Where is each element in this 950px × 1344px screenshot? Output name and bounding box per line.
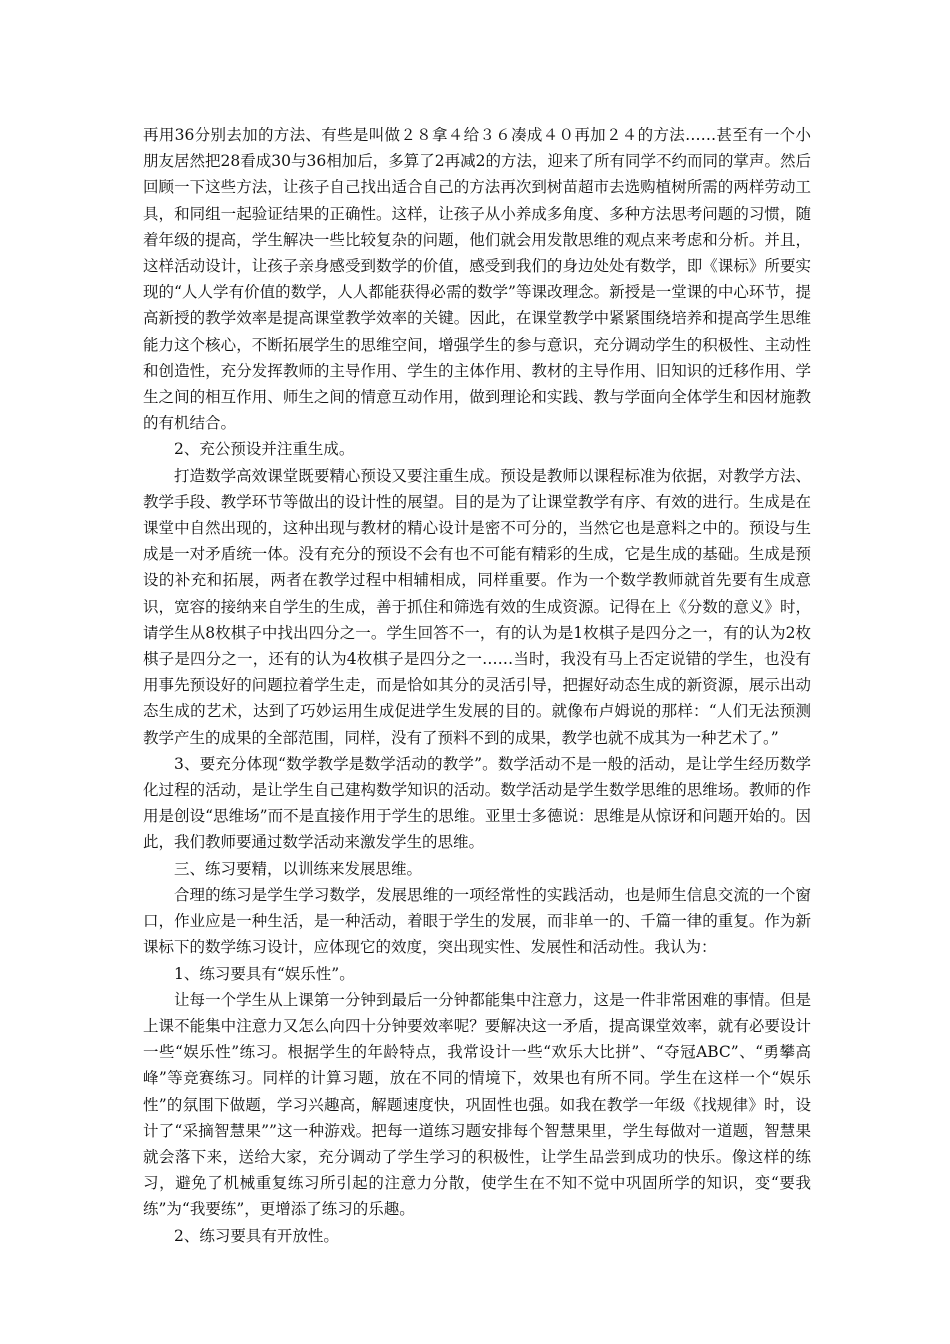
paragraph-preset-generation: 打造数学高效课堂既要精心预设又要注重生成。预设是教师以课程标准为依据，对教学方法、教学手段、教学环节等做出的设计性的展望。目的是为了让课堂教学有序、有效的进行。生成是在课堂中自然出现的，这种出现与教材的精心设计是密不可分的，当然它也是意料之中的。预设与生成是一对矛盾统一体。没有充分的预设不会有也不可能有精彩的生成，它是生成的基础。生成是预设的补充和拓展，两者在教学过程中相辅相成，同样重要。作为一个数学教师就首先要有生成意识，宽容的接纳来自学生的生成，善于抓住和筛选有效的生成资源。记得在上《分数的意义》时，请学生从8枚棋子中找出四分之一。学生回答不一，有的认为是1枚棋子是四分之一，有的认为2枚棋子是四分之一，还有的认为4枚棋子是四分之一……当时，我没有马上否定说错的学生，也没有用事先预设好的问题拉着学生走，而是恰如其分的灵活引导，把握好动态生成的新资源，展示出动态生成的艺术，达到了巧妙运用生成促进学生发展的目的。就像布卢姆说的那样：“人们无法预测教学产生的成果的全部范围，同样，没有了预料不到的成果，教学也就不成其为一种艺术了。” — [143, 466, 811, 747]
paragraph-practice-intro: 合理的练习是学生学习数学，发展思维的一项经常性的实践活动，也是师生信息交流的一个窗口，作业应是一种生活，是一种活动，着眼于学生的发展，而非单一的、千篇一律的重复。作为新课标下的数学练习设计，应体现它的效度，突出现实性、发展性和活动性。我认为： — [143, 885, 811, 957]
paragraph-entertainment: 让每一个学生从上课第一分钟到最后一分钟都能集中注意力，这是一件非常困难的事情。但是上课不能集中注意力又怎么向四十分钟要效率呢？要解决这一矛盾，提高课堂效率，就有必要设计一些“娱乐性”练习。根据学生的年龄特点，我常设计一些“欢乐大比拼”、“夺冠ABC”、“勇攀高峰”等竞赛练习。同样的计算习题，放在不同的情境下，效果也有所不同。学生在这样一个“娱乐性”的氛围下做题，学习兴趣高，解题速度快，巩固性也强。如我在教学一年级《找规律》时，设计了“采摘智慧果””这一种游戏。把每一道练习题安排每个智慧果里，学生每做对一道题，智慧果就会落下来，送给大家，充分调动了学生学习的积极性，让学生品尝到成功的快乐。像这样的练习，避免了机械重复练习所引起的注意力分散，使学生在不知不觉中巩固所学的知识，变“要我练”为“我要练”，更增添了练习的乐趣。 — [143, 990, 811, 1219]
paragraph-continuation: 再用36分别去加的方法、有些是叫做２８拿４给３６凑成４０再加２４的方法……甚至有一个小朋友居然把28看成30与36相加后，多算了2再减2的方法，迎来了所有同学不约而同的掌声。然后回顾一下这些方法，让孩子自己找出适合自己的方法再次到树苗超市去选购植树所需的两样劳动工具，和同组一起验证结果的正确性。这样，让孩子从小养成多角度、多种方法思考问题的习惯，随着年级的提高，学生解决一些比较复杂的问题，他们就会用发散思维的观点来考虑和分析。并且，这样活动设计，让孩子亲身感受到数学的价值，感受到我们的身边处处有数学，即《课标》所要实现的“人人学有价值的数学，人人都能获得必需的数学”等课改理念。新授是一堂课的中心环节，提高新授的教学效率是提高课堂教学效率的关键。因此，在课堂教学中紧紧围绕培养和提高学生思维能力这个核心，不断拓展学生的思维空间，增强学生的参与意识，充分调动学生的积极性、主动性和创造性，充分发挥教师的主导作用、学生的主体作用、教材的主导作用、旧知识的迁移作用、学生之间的相互作用、师生之间的情意互动作用，做到理论和实践、教与学面向全体学生和因材施教的有机结合。 — [143, 126, 811, 433]
paragraph-math-activity: 3、要充分体现“数学教学是数学活动的教学”。数学活动不是一般的活动，是让学生经历数学化过程的活动，是让学生自己建构数学知识的活动。数学活动是学生数学思维的思维场。教师的作用是创设“思维场”而不是直接作用于学生的思维。亚里士多德说：思维是从惊讶和问题开始的。因此，我们教师要通过数学活动来激发学生的思维。 — [143, 754, 811, 852]
document-body — [143, 122, 811, 1249]
section-heading-practice: 三、练习要精，以训练来发展思维。 — [174, 859, 423, 878]
subheading-entertainment: 1、练习要具有“娱乐性”。 — [174, 964, 355, 983]
subheading-openness: 2、练习要具有开放性。 — [174, 1226, 339, 1245]
subheading-preset-generation: 2、充公预设并注重生成。 — [174, 440, 355, 459]
